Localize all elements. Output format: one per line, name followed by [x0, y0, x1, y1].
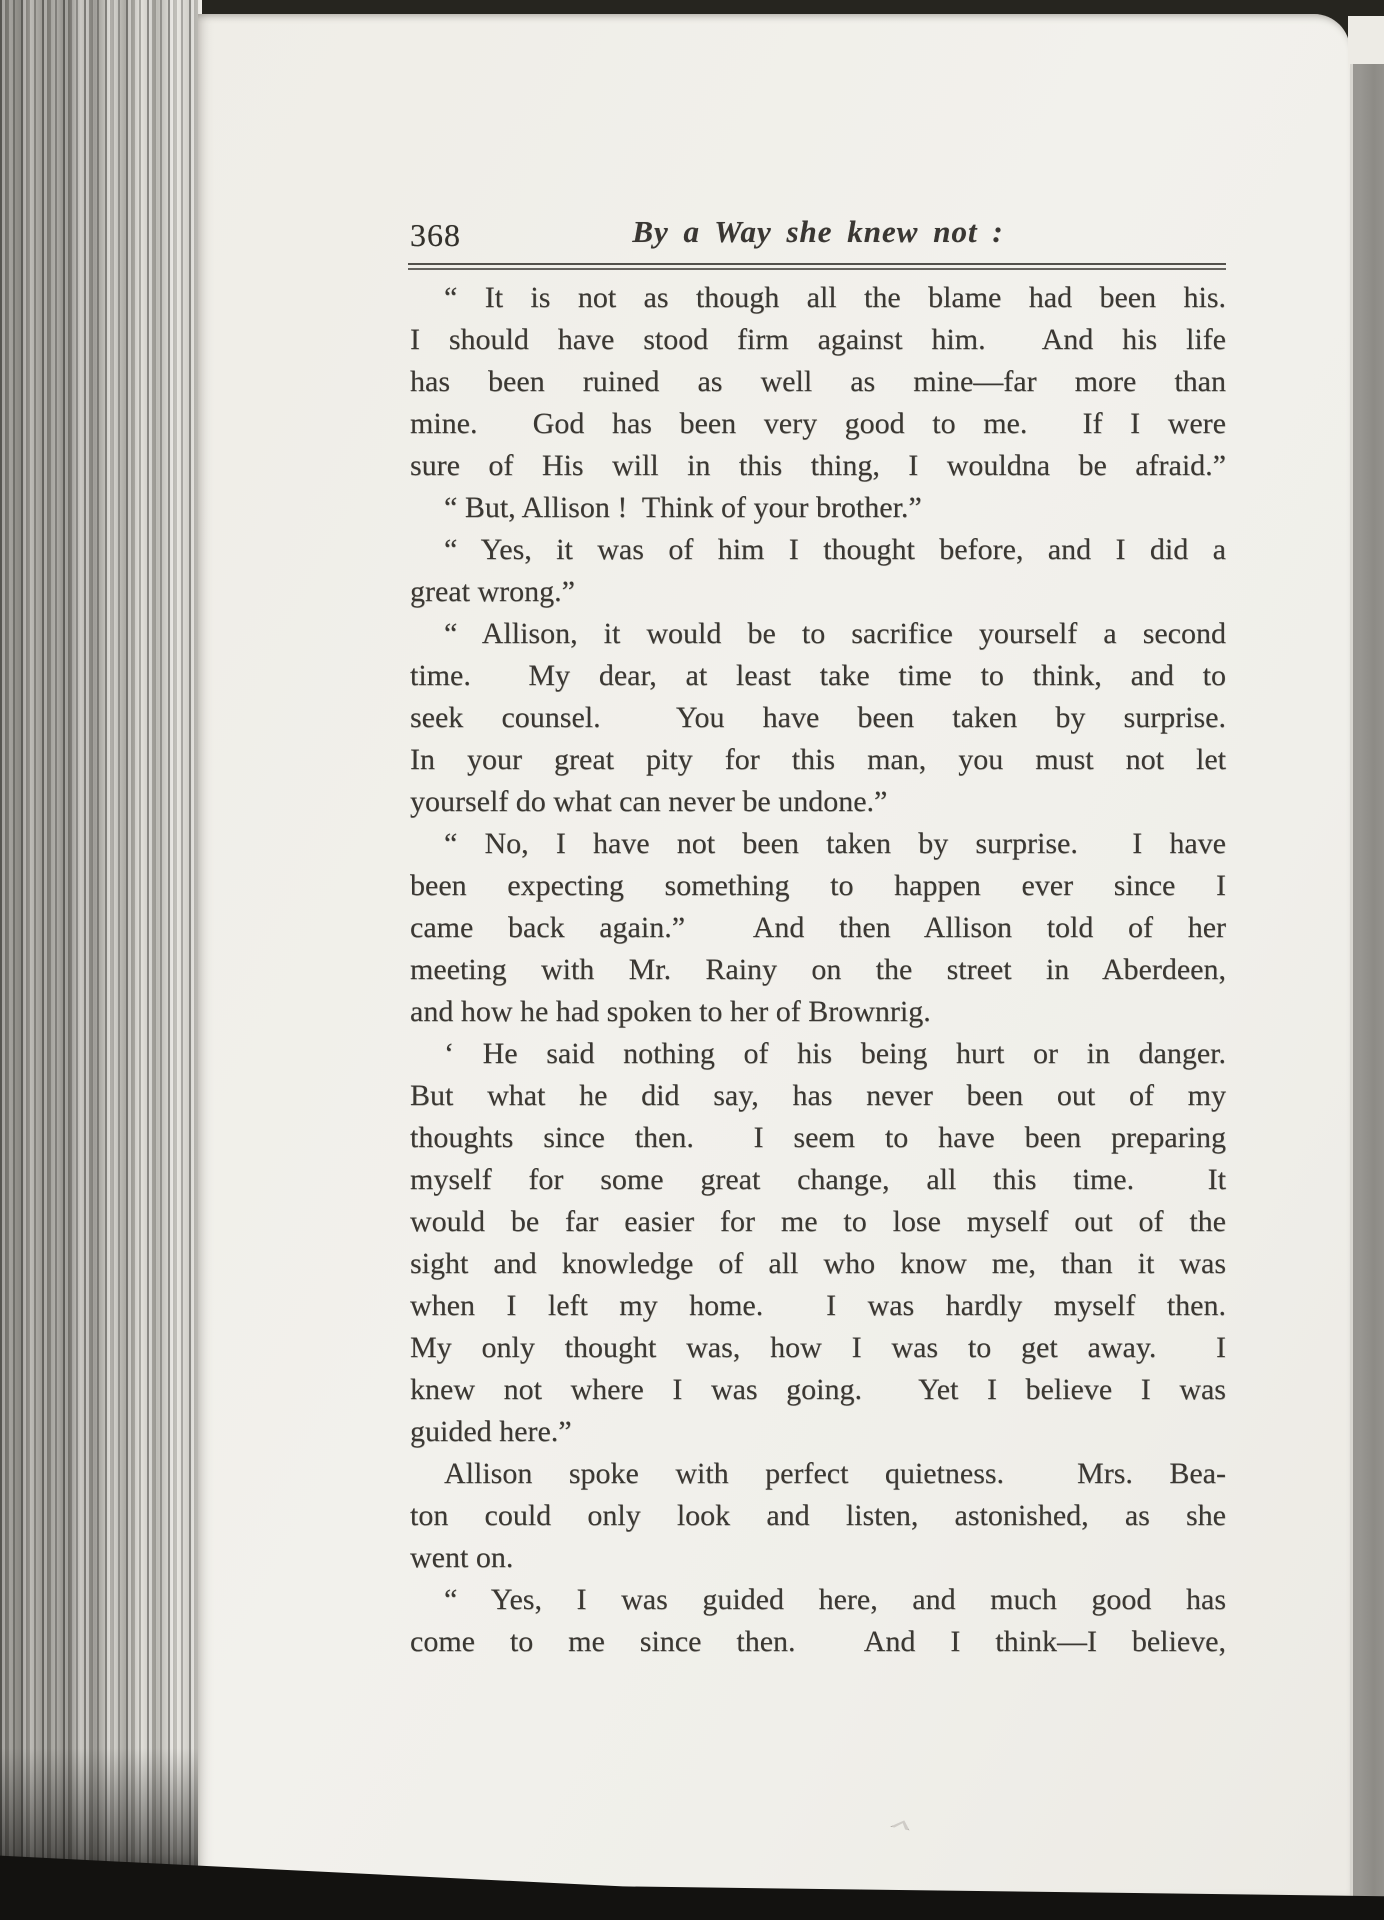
text-line: thoughts since then. I seem to have been preparing	[410, 1121, 1226, 1154]
text-line: has been ruined as well as mine—far more than	[410, 365, 1226, 398]
book-page-edges-left	[0, 0, 202, 1898]
text-line: come to me since then. And I think—I believe,	[410, 1625, 1226, 1658]
text-line: sure of His will in this thing, I wouldna be afraid.”	[410, 449, 1226, 482]
page-corner-fill	[1348, 16, 1384, 68]
running-header: By a Way she knew not :	[632, 214, 1004, 249]
text-line: went on.	[410, 1541, 514, 1574]
page-paper	[198, 14, 1350, 1898]
text-line: seek counsel. You have been taken by surprise.	[410, 701, 1226, 734]
header-rule	[408, 263, 1226, 270]
text-line: meeting with Mr. Rainy on the street in Aberdeen,	[410, 953, 1226, 986]
text-line: My only thought was, how I was to get away. I	[410, 1331, 1226, 1364]
text-line: “ No, I have not been taken by surprise. I have	[444, 827, 1226, 860]
body-text	[410, 277, 1226, 1663]
text-line: been expecting something to happen ever since I	[410, 869, 1226, 902]
text-line: when I left my home. I was hardly myself then.	[410, 1289, 1226, 1322]
text-line: yourself do what can never be undone.”	[410, 785, 888, 818]
text-line: came back again.” And then Allison told of her	[410, 911, 1226, 944]
text-line: “ But, Allison ! Think of your brother.”	[444, 491, 922, 524]
text-line: time. My dear, at least take time to think, and to	[410, 659, 1226, 692]
page-number: 368	[410, 217, 461, 253]
text-line: “ It is not as though all the blame had been his.	[444, 281, 1226, 314]
book-page-edges-right	[1350, 64, 1384, 1920]
text-line: “ Yes, it was of him I thought before, and I did a	[444, 533, 1226, 566]
text-line: ton could only look and listen, astonished, as she	[410, 1499, 1226, 1532]
text-line: ‘ He said nothing of his being hurt or in danger.	[444, 1037, 1226, 1070]
text-line: myself for some great change, all this time. It	[410, 1163, 1226, 1196]
text-line: In your great pity for this man, you must not let	[410, 743, 1226, 776]
text-line: mine. God has been very good to me. If I were	[410, 407, 1226, 440]
text-line: and how he had spoken to her of Brownrig.	[410, 995, 931, 1028]
text-line: But what he did say, has never been out of my	[410, 1079, 1226, 1112]
text-line: would be far easier for me to lose myself out of the	[410, 1205, 1226, 1238]
pencil-smudge-mark	[890, 1818, 914, 1830]
text-line: great wrong.”	[410, 575, 575, 608]
text-line: “ Yes, I was guided here, and much good has	[444, 1583, 1226, 1616]
text-line: sight and knowledge of all who know me, than it was	[410, 1247, 1226, 1280]
text-line: “ Allison, it would be to sacrifice yourself a second	[444, 617, 1226, 650]
text-line: knew not where I was going. Yet I believe I was	[410, 1373, 1226, 1406]
text-line: Allison spoke with perfect quietness. Mrs. Bea-	[444, 1457, 1226, 1490]
text-line: I should have stood firm against him. And his life	[410, 323, 1226, 356]
text-line: guided here.”	[410, 1415, 572, 1448]
